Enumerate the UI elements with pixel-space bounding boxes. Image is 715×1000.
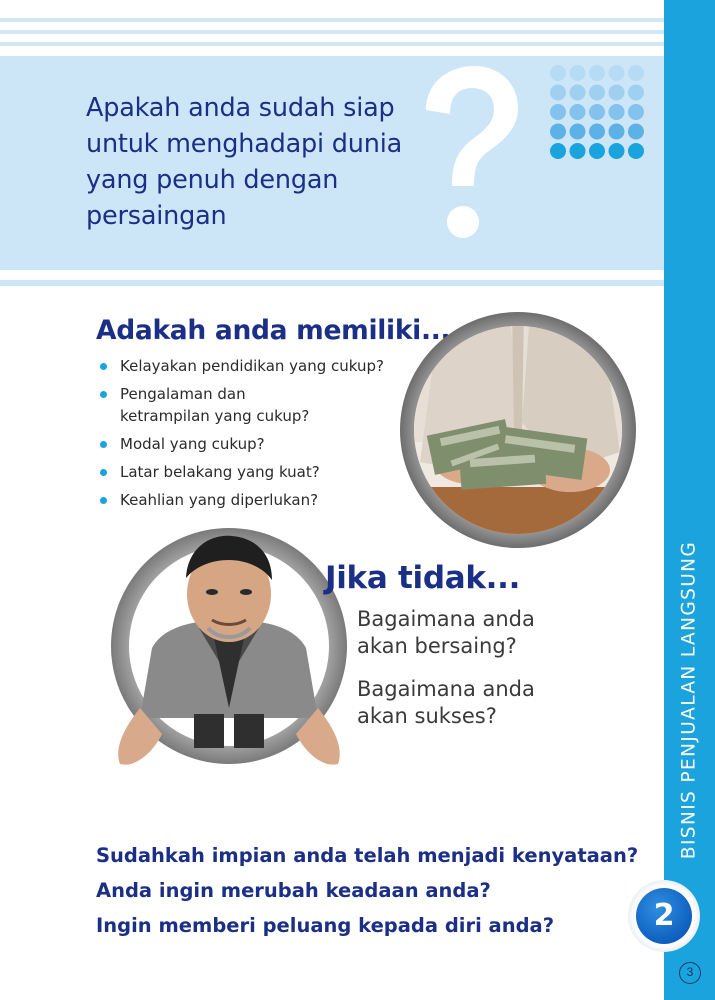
chapter-badge (628, 880, 700, 952)
man-photo (104, 528, 354, 790)
decorative-dot (550, 143, 566, 159)
list-item-text: Latar belakang yang kuat? (120, 463, 320, 481)
list-item (100, 433, 420, 455)
bullet-icon (100, 497, 107, 504)
list-item-text: Keahlian yang diperlukan? (120, 491, 319, 509)
headline-line: untuk menghadapi dunia (86, 129, 403, 159)
decorative-dot (589, 65, 605, 81)
list-item-text: Pengalaman dan (120, 385, 246, 403)
decorative-dot (628, 104, 644, 120)
decorative-dot (609, 65, 625, 81)
question-line: akan bersaing? (357, 634, 517, 658)
decorative-dot (570, 104, 586, 120)
decorative-dot (570, 65, 586, 81)
question-line: akan sukses? (357, 704, 497, 728)
decorative-dot (609, 104, 625, 120)
dot-grid-decoration (549, 64, 649, 164)
money-photo (400, 312, 636, 548)
decorative-dot (550, 85, 566, 101)
decorative-dot (550, 65, 566, 81)
header-stripe (0, 42, 664, 46)
bullet-icon (100, 469, 107, 476)
decorative-dot (570, 124, 586, 140)
closing-questions (96, 838, 638, 943)
decorative-dot (628, 65, 644, 81)
headline-line: yang penuh dengan (86, 165, 339, 195)
decorative-dot (609, 85, 625, 101)
header-stripe (0, 18, 664, 22)
closing-line: Ingin memberi peluang kepada diri anda? (96, 914, 555, 937)
decorative-dot (570, 143, 586, 159)
list-item-text: Modal yang cukup? (120, 435, 265, 453)
bullet-icon (100, 441, 107, 448)
page-number: 3 (679, 962, 701, 984)
section-title-ifnot: Jika tidak... (325, 560, 521, 596)
decorative-dot (589, 104, 605, 120)
list-item (100, 355, 420, 377)
decorative-dot (609, 124, 625, 140)
bullet-icon (100, 363, 107, 370)
list-item-text: Kelayakan pendidikan yang cukup? (120, 357, 384, 375)
closing-line: Anda ingin merubah keadaan anda? (96, 879, 491, 902)
list-item (100, 461, 420, 483)
decorative-dot (550, 104, 566, 120)
decorative-dot (550, 124, 566, 140)
question-line: Bagaimana anda (357, 607, 535, 631)
decorative-dot (628, 143, 644, 159)
section-title-have: Adakah anda memiliki... (96, 315, 451, 346)
sidebar-title-text: BISNIS PENJUALAN LANGSUNG (678, 540, 700, 860)
decorative-dot (589, 85, 605, 101)
headline-line: Apakah anda sudah siap (86, 93, 395, 123)
decorative-dot (609, 143, 625, 159)
chapter-number: 2 (636, 888, 692, 944)
closing-line: Sudahkah impian anda telah menjadi kenyataan? (96, 844, 639, 867)
question-block (357, 676, 617, 730)
question-block (357, 606, 617, 660)
header-bottom-line (0, 280, 664, 286)
decorative-dot (628, 124, 644, 140)
decorative-dot (589, 124, 605, 140)
list-item (100, 489, 420, 511)
list-item (100, 383, 420, 427)
bullet-icon (100, 391, 107, 398)
decorative-dot (628, 85, 644, 101)
decorative-dot (570, 85, 586, 101)
sidebar-title (672, 540, 706, 860)
list-item-text: ketrampilan yang cukup? (120, 407, 310, 425)
headline-line: persaingan (86, 201, 227, 231)
question-mark-icon (412, 62, 522, 252)
headline (86, 90, 416, 234)
header-stripe (0, 30, 664, 34)
question-line: Bagaimana anda (357, 677, 535, 701)
bullet-list (100, 355, 420, 517)
decorative-dot (589, 143, 605, 159)
